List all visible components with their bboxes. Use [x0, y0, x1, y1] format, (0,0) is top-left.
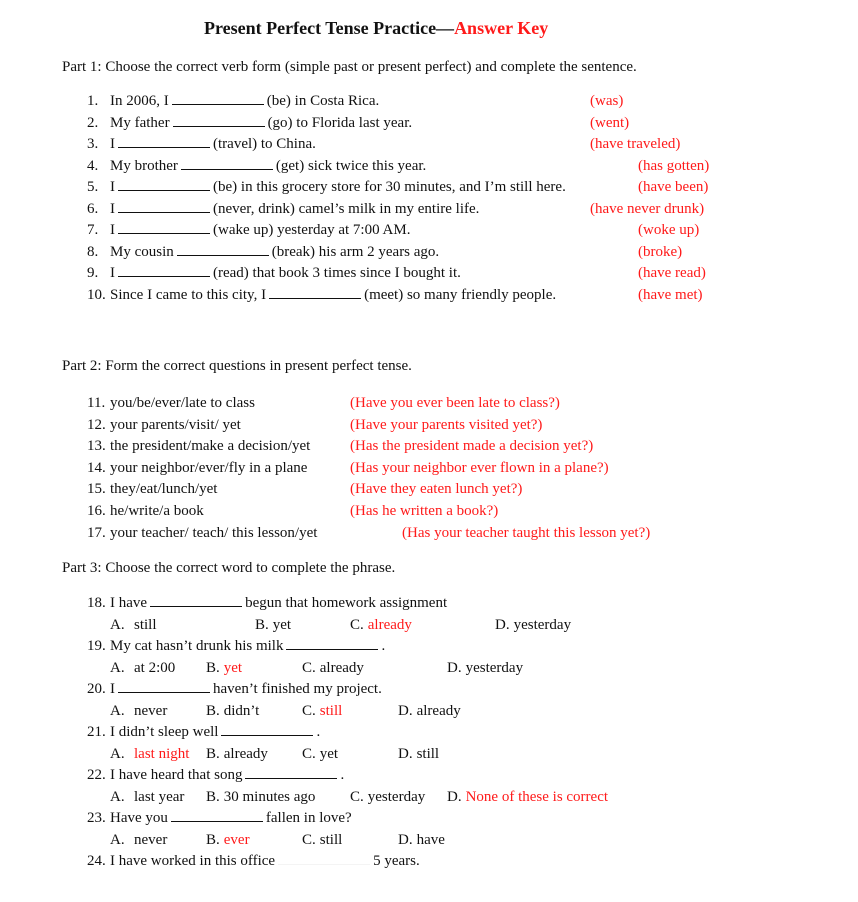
option-a — [110, 659, 175, 677]
option-text: yet — [223, 659, 243, 676]
option-b — [206, 788, 315, 806]
option-letter: D. — [447, 788, 462, 805]
question-number: 24. — [87, 853, 106, 869]
option-text: still — [319, 831, 343, 848]
question-text — [110, 286, 556, 304]
question-number: 19. — [87, 638, 106, 654]
option-text: still — [134, 616, 157, 633]
option-text: have — [416, 831, 445, 848]
option-text: yesterday — [465, 659, 524, 676]
part1-heading: Part 1: Choose the correct verb form (simple past or present perfect) and complete the sentence. — [62, 59, 637, 75]
option-letter: A. — [110, 702, 125, 719]
option-d — [398, 702, 461, 720]
question-text — [110, 264, 461, 282]
option-b — [255, 616, 291, 634]
option-letter: B. — [206, 659, 220, 676]
answer-text: (broke) — [638, 243, 683, 260]
option-letter: B. — [255, 616, 269, 633]
question-prefix: Since I came to this city, I — [110, 286, 267, 303]
answer-text: (went) — [590, 114, 630, 131]
question-suffix: fallen in love? — [265, 810, 352, 826]
question-number: 8. — [87, 243, 99, 260]
option-b — [206, 831, 250, 849]
question-number: 3. — [87, 136, 99, 152]
answer-text: (Have they eaten lunch yet?) — [350, 481, 523, 498]
question-prefix: I have — [110, 595, 148, 611]
answer-blank — [118, 178, 210, 191]
answer-blank — [177, 243, 269, 256]
option-text: 30 minutes ago — [223, 788, 316, 805]
answer-blank — [150, 594, 242, 607]
option-a — [110, 702, 167, 720]
question-prefix: My cat hasn’t drunk his milk — [110, 638, 284, 654]
option-d — [495, 616, 571, 634]
answer-text: (Have you ever been late to class?) — [350, 395, 560, 411]
option-c — [350, 616, 412, 634]
answer-blank — [269, 286, 361, 299]
document-title — [204, 19, 548, 37]
question-suffix: 5 years. — [373, 853, 420, 869]
answer-blank — [118, 680, 210, 693]
question-number: 11. — [87, 395, 106, 411]
question-prefix: My cousin — [110, 243, 174, 260]
question-prefix: I — [110, 681, 115, 697]
question-prefix: My brother — [110, 157, 178, 174]
option-letter: D. — [495, 616, 510, 633]
question-number: 17. — [87, 524, 106, 541]
option-letter: A. — [110, 616, 125, 633]
answer-blank — [172, 92, 264, 105]
answer-text: (have read) — [638, 265, 706, 281]
question-prefix: I have worked in this office — [110, 853, 276, 869]
question-number: 2. — [87, 114, 99, 131]
question-number: 14. — [87, 459, 106, 476]
answer-text: (woke up) — [638, 222, 700, 238]
question-prefix: My father — [110, 114, 170, 131]
option-text: last year — [134, 788, 185, 805]
question-suffix: (never, drink) camel’s milk in my entire life. — [213, 200, 480, 217]
question-text — [110, 135, 316, 153]
question-suffix: (be) in this grocery store for 30 minutes, and I’m still here. — [213, 179, 566, 195]
question-prompt: he/write/a book — [110, 503, 204, 519]
answer-blank — [245, 766, 337, 779]
question-prompt: you/be/ever/late to class — [110, 395, 255, 411]
answer-text: (was) — [590, 93, 624, 109]
option-b — [206, 745, 268, 763]
option-text: yesterday — [513, 616, 572, 633]
question-number: 7. — [87, 222, 99, 238]
question-number: 12. — [87, 416, 106, 433]
question-number: 20. — [87, 681, 106, 697]
question-suffix: (read) that book 3 times since I bought it. — [213, 265, 461, 281]
answer-text: (have traveled) — [590, 136, 681, 152]
question-number: 21. — [87, 724, 106, 740]
question-number: 15. — [87, 481, 106, 498]
question-number: 18. — [87, 595, 106, 611]
option-text: still — [319, 702, 343, 719]
question-prompt: your parents/visit/ yet — [110, 416, 241, 433]
question-suffix: (break) his arm 2 years ago. — [271, 243, 440, 260]
question-number: 23. — [87, 810, 106, 826]
question-text — [110, 680, 382, 698]
option-text: at 2:00 — [134, 659, 176, 676]
answer-blank — [221, 723, 313, 736]
option-letter: C. — [350, 616, 364, 633]
option-letter: C. — [302, 702, 316, 719]
answer-text: (has gotten) — [638, 157, 710, 174]
option-letter: C. — [302, 659, 316, 676]
question-text — [110, 766, 344, 784]
option-b — [206, 702, 259, 720]
option-letter: C. — [350, 788, 364, 805]
option-letter: B. — [206, 745, 220, 762]
option-text: never — [134, 702, 168, 719]
question-text — [110, 852, 420, 870]
option-letter: B. — [206, 702, 220, 719]
question-text — [110, 723, 320, 741]
question-number: 4. — [87, 157, 99, 174]
answer-text: (have met) — [638, 286, 703, 303]
answer-blank — [118, 200, 210, 213]
answer-text: (Has the president made a decision yet?) — [350, 438, 594, 455]
option-letter: A. — [110, 745, 125, 762]
answer-blank — [181, 157, 273, 170]
question-prefix: Have you — [110, 810, 168, 826]
answer-text: (Has your neighbor ever flown in a plane?) — [350, 459, 609, 476]
question-prompt: the president/make a decision/yet — [110, 438, 311, 455]
question-prompt: your teacher/ teach/ this lesson/yet — [110, 524, 318, 541]
option-letter: C. — [302, 831, 316, 848]
answer-text: (have never drunk) — [590, 200, 705, 217]
option-letter: A. — [110, 788, 125, 805]
question-suffix: (meet) so many friendly people. — [364, 286, 557, 303]
option-text: didn’t — [223, 702, 260, 719]
option-letter: D. — [398, 831, 413, 848]
question-prefix: In 2006, I — [110, 93, 169, 109]
question-number: 13. — [87, 438, 106, 455]
option-text: ever — [223, 831, 250, 848]
option-letter: D. — [447, 659, 462, 676]
option-c — [350, 788, 425, 806]
option-b — [206, 659, 242, 677]
title-text: Present Perfect Tense Practice— — [204, 18, 455, 38]
part3-heading: Part 3: Choose the correct word to complete the phrase. — [62, 560, 396, 576]
question-suffix: . — [381, 638, 386, 654]
option-a — [110, 788, 184, 806]
question-suffix: . — [340, 767, 345, 783]
question-text — [110, 200, 479, 218]
answer-blank — [118, 135, 210, 148]
question-text — [110, 221, 410, 239]
option-a — [110, 616, 157, 634]
question-suffix: . — [316, 724, 321, 740]
question-suffix: (wake up) yesterday at 7:00 AM. — [213, 222, 411, 238]
question-number: 16. — [87, 503, 106, 519]
option-letter: A. — [110, 831, 125, 848]
question-text — [110, 157, 426, 175]
question-suffix: (get) sick twice this year. — [275, 157, 427, 174]
option-text: last night — [134, 745, 190, 762]
option-letter: D. — [398, 745, 413, 762]
question-suffix: (be) in Costa Rica. — [266, 93, 380, 109]
question-suffix: (go) to Florida last year. — [267, 114, 413, 131]
question-prefix: I — [110, 222, 115, 238]
question-text — [110, 809, 352, 827]
option-c — [302, 702, 342, 720]
question-number: 10. — [87, 286, 106, 303]
answer-blank — [173, 114, 265, 127]
option-text: already — [416, 702, 461, 719]
option-c — [302, 745, 338, 763]
option-c — [302, 831, 342, 849]
option-text: already — [367, 616, 412, 633]
option-d — [398, 831, 445, 849]
option-letter: D. — [398, 702, 413, 719]
option-letter: C. — [302, 745, 316, 762]
question-suffix: begun that homework assignment — [245, 595, 448, 611]
question-number: 9. — [87, 265, 99, 281]
option-letter: B. — [206, 788, 220, 805]
option-letter: B. — [206, 831, 220, 848]
answer-blank — [286, 637, 378, 650]
question-text — [110, 114, 412, 132]
answer-text: (have been) — [638, 179, 709, 195]
option-text: None of these is correct — [465, 788, 609, 805]
question-number: 22. — [87, 767, 106, 783]
question-prefix: I — [110, 179, 115, 195]
answer-text: (Has your teacher taught this lesson yet?) — [402, 524, 651, 541]
question-number: 5. — [87, 179, 99, 195]
question-prompt: they/eat/lunch/yet — [110, 481, 218, 498]
option-text: yet — [272, 616, 292, 633]
question-prefix: I — [110, 200, 115, 217]
answer-key-label: Answer Key — [454, 18, 549, 38]
question-text — [110, 637, 385, 655]
answer-blank — [118, 264, 210, 277]
question-prefix: I have heard that song — [110, 767, 243, 783]
question-prefix: I — [110, 265, 115, 281]
question-number: 1. — [87, 93, 99, 109]
question-prefix: I — [110, 136, 115, 152]
answer-text: (Have your parents visited yet?) — [350, 416, 543, 433]
option-text: never — [134, 831, 168, 848]
option-letter: A. — [110, 659, 125, 676]
question-prefix: I didn’t sleep well — [110, 724, 219, 740]
option-d — [447, 788, 608, 806]
question-text — [110, 243, 439, 261]
question-suffix: haven’t finished my project. — [213, 681, 382, 697]
answer-text: (Has he written a book?) — [350, 503, 499, 519]
option-text: yesterday — [367, 788, 426, 805]
option-text: yet — [319, 745, 339, 762]
question-text — [110, 178, 566, 196]
question-text — [110, 92, 379, 110]
option-d — [398, 745, 439, 763]
option-a — [110, 831, 167, 849]
answer-blank — [118, 221, 210, 234]
option-d — [447, 659, 523, 677]
option-c — [302, 659, 364, 677]
part2-heading: Part 2: Form the correct questions in present perfect tense. — [62, 358, 412, 374]
answer-blank — [278, 852, 370, 865]
option-text: already — [319, 659, 364, 676]
question-prompt: your neighbor/ever/fly in a plane — [110, 459, 308, 476]
question-number: 6. — [87, 200, 99, 217]
option-a — [110, 745, 189, 763]
question-suffix: (travel) to China. — [213, 136, 316, 152]
question-text — [110, 594, 447, 612]
answer-blank — [171, 809, 263, 822]
option-text: still — [416, 745, 440, 762]
option-text: already — [223, 745, 268, 762]
